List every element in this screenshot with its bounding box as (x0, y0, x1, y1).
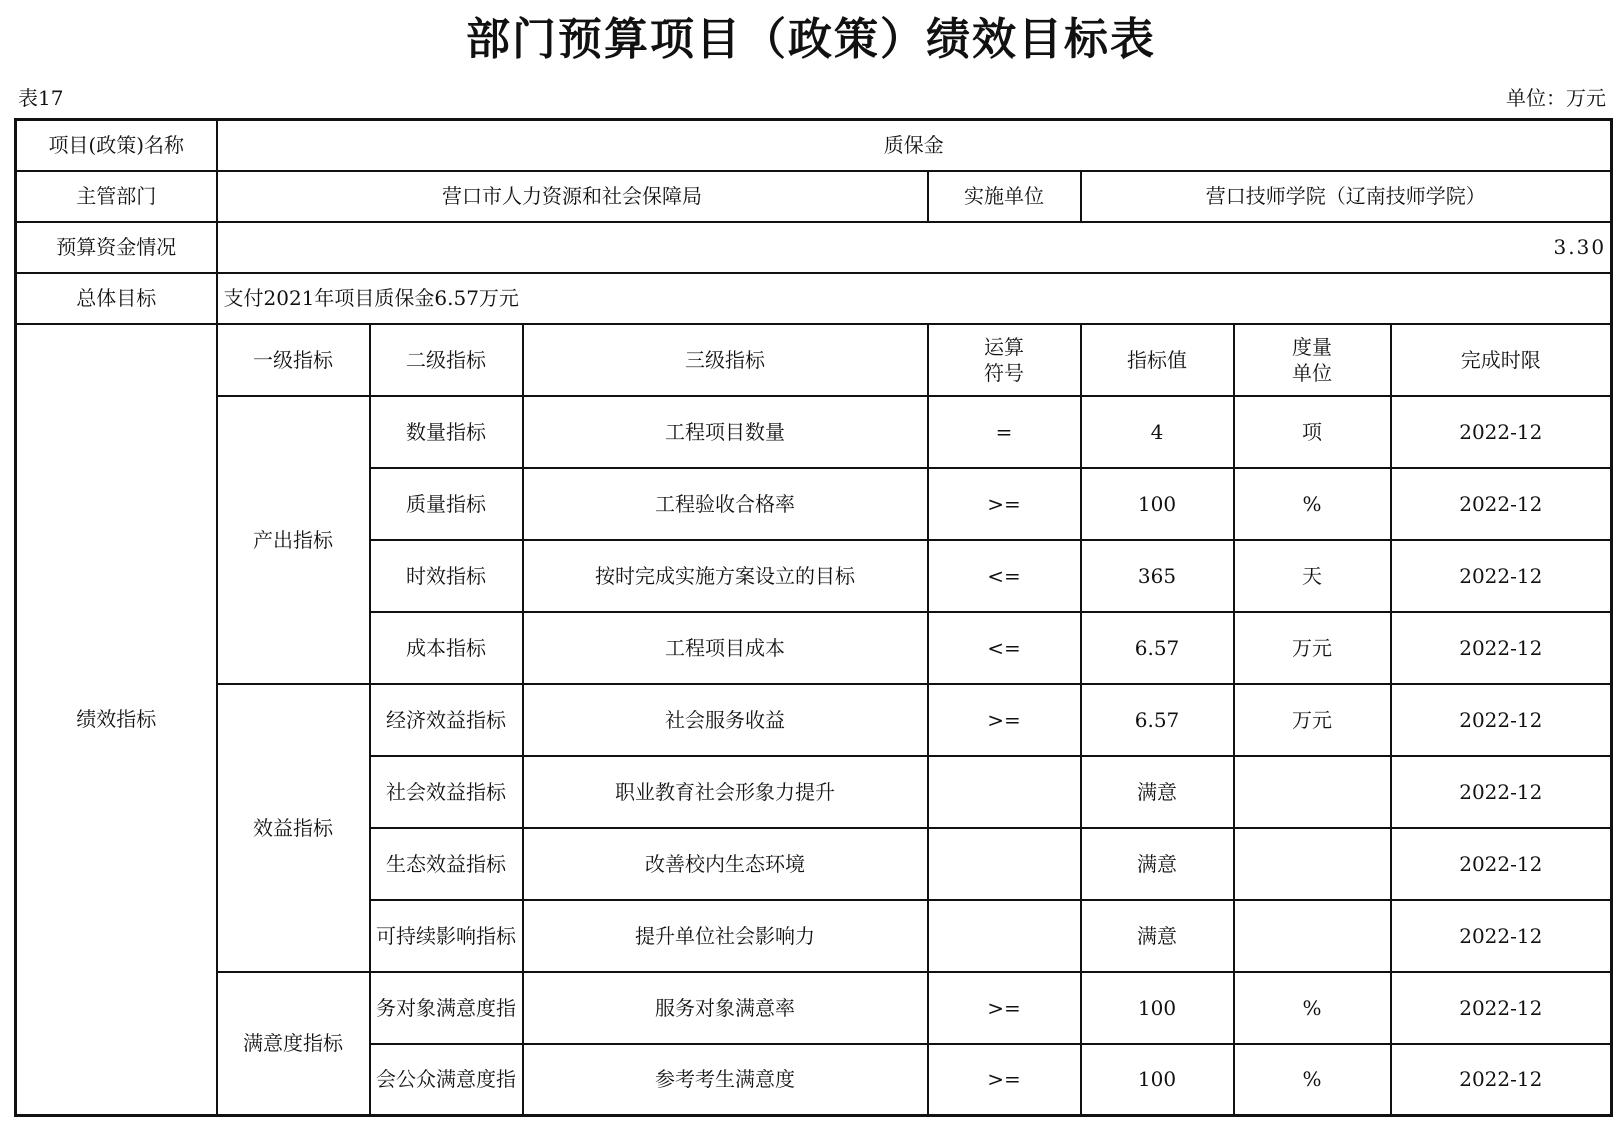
deadline-cell: 2022-12 (1391, 1044, 1612, 1116)
level2-cell: 成本指标 (370, 612, 523, 684)
deadline-cell: 2022-12 (1391, 468, 1612, 540)
indicator-header-row (16, 324, 1612, 396)
unit-cell (1234, 756, 1391, 828)
value-cell: 100 (1081, 972, 1234, 1044)
unit-cell: 万元 (1234, 684, 1391, 756)
header-unit (1234, 324, 1391, 396)
unit-cell: % (1234, 1044, 1391, 1116)
operator-cell: >= (928, 684, 1081, 756)
header-unit-line1: 度量 (1292, 334, 1332, 359)
header-level3: 三级指标 (523, 324, 928, 396)
header-level2: 二级指标 (370, 324, 523, 396)
department-value: 营口市人力资源和社会保障局 (217, 171, 928, 222)
header-deadline: 完成时限 (1391, 324, 1612, 396)
page-title: 部门预算项目（政策）绩效目标表 (466, 14, 1156, 65)
value-cell: 365 (1081, 540, 1234, 612)
deadline-cell: 2022-12 (1391, 756, 1612, 828)
table-row (16, 972, 1612, 1044)
level3-cell: 社会服务收益 (523, 684, 928, 756)
level2-cell: 时效指标 (370, 540, 523, 612)
value-cell: 4 (1081, 396, 1234, 468)
header-operator-line1: 运算 (984, 334, 1024, 359)
department-label: 主管部门 (16, 171, 217, 222)
level3-cell: 改善校内生态环境 (523, 828, 928, 900)
level3-cell: 工程验收合格率 (523, 468, 928, 540)
performance-target-table (14, 118, 1613, 1117)
deadline-cell: 2022-12 (1391, 684, 1612, 756)
operator-cell (928, 900, 1081, 972)
value-cell: 满意 (1081, 900, 1234, 972)
operator-cell: >= (928, 972, 1081, 1044)
unit-cell: 万元 (1234, 612, 1391, 684)
project-name-label: 项目(政策)名称 (16, 120, 217, 171)
unit-cell: % (1234, 468, 1391, 540)
header-value: 指标值 (1081, 324, 1234, 396)
value-cell: 6.57 (1081, 612, 1234, 684)
level3-cell: 服务对象满意率 (523, 972, 928, 1044)
project-name-value: 质保金 (217, 120, 1612, 171)
deadline-cell: 2022-12 (1391, 900, 1612, 972)
operator-cell (928, 828, 1081, 900)
header-operator-line2: 符号 (984, 360, 1024, 385)
deadline-cell: 2022-12 (1391, 396, 1612, 468)
level2-cell: 质量指标 (370, 468, 523, 540)
operator-cell (928, 756, 1081, 828)
unit-cell: % (1234, 972, 1391, 1044)
unit-cell: 天 (1234, 540, 1391, 612)
project-name-row (16, 120, 1612, 171)
performance-indicator-label: 绩效指标 (16, 324, 217, 1116)
implementing-unit-label: 实施单位 (928, 171, 1081, 222)
level3-cell: 按时完成实施方案设立的目标 (523, 540, 928, 612)
overall-goal-value: 支付2021年项目质保金6.57万元 (217, 273, 1612, 324)
deadline-cell: 2022-12 (1391, 540, 1612, 612)
department-row (16, 171, 1612, 222)
level2-cell: 可持续影响指标 (370, 900, 523, 972)
budget-label: 预算资金情况 (16, 222, 217, 273)
level3-cell: 工程项目成本 (523, 612, 928, 684)
operator-cell: <= (928, 540, 1081, 612)
level3-cell: 工程项目数量 (523, 396, 928, 468)
header-unit-line2: 单位 (1292, 360, 1332, 385)
value-cell: 6.57 (1081, 684, 1234, 756)
value-cell: 100 (1081, 1044, 1234, 1116)
level3-cell: 参考考生满意度 (523, 1044, 928, 1116)
level3-cell: 提升单位社会影响力 (523, 900, 928, 972)
level2-cell: 务对象满意度指 (370, 972, 523, 1044)
level2-cell: 生态效益指标 (370, 828, 523, 900)
deadline-cell: 2022-12 (1391, 612, 1612, 684)
value-cell: 满意 (1081, 756, 1234, 828)
unit-cell: 项 (1234, 396, 1391, 468)
group-output: 产出指标 (217, 396, 370, 684)
deadline-cell: 2022-12 (1391, 828, 1612, 900)
operator-cell: = (928, 396, 1081, 468)
budget-value: 3.30 (217, 222, 1612, 273)
table-row (16, 684, 1612, 756)
header-level1: 一级指标 (217, 324, 370, 396)
overall-goal-row (16, 273, 1612, 324)
operator-cell: >= (928, 468, 1081, 540)
level2-cell: 社会效益指标 (370, 756, 523, 828)
operator-cell: <= (928, 612, 1081, 684)
table-number: 表17 (18, 86, 64, 110)
level2-cell: 数量指标 (370, 396, 523, 468)
unit-cell (1234, 828, 1391, 900)
deadline-cell: 2022-12 (1391, 972, 1612, 1044)
overall-goal-label: 总体目标 (16, 273, 217, 324)
unit-cell (1234, 900, 1391, 972)
group-satisfaction: 满意度指标 (217, 972, 370, 1116)
budget-row (16, 222, 1612, 273)
value-cell: 满意 (1081, 828, 1234, 900)
operator-cell: >= (928, 1044, 1081, 1116)
header-operator (928, 324, 1081, 396)
unit-label: 单位：万元 (1506, 86, 1606, 110)
group-benefit: 效益指标 (217, 684, 370, 972)
level2-cell: 会公众满意度指 (370, 1044, 523, 1116)
level2-cell: 经济效益指标 (370, 684, 523, 756)
table-row (16, 396, 1612, 468)
implementing-unit-value: 营口技师学院（辽南技师学院） (1081, 171, 1612, 222)
level3-cell: 职业教育社会形象力提升 (523, 756, 928, 828)
value-cell: 100 (1081, 468, 1234, 540)
